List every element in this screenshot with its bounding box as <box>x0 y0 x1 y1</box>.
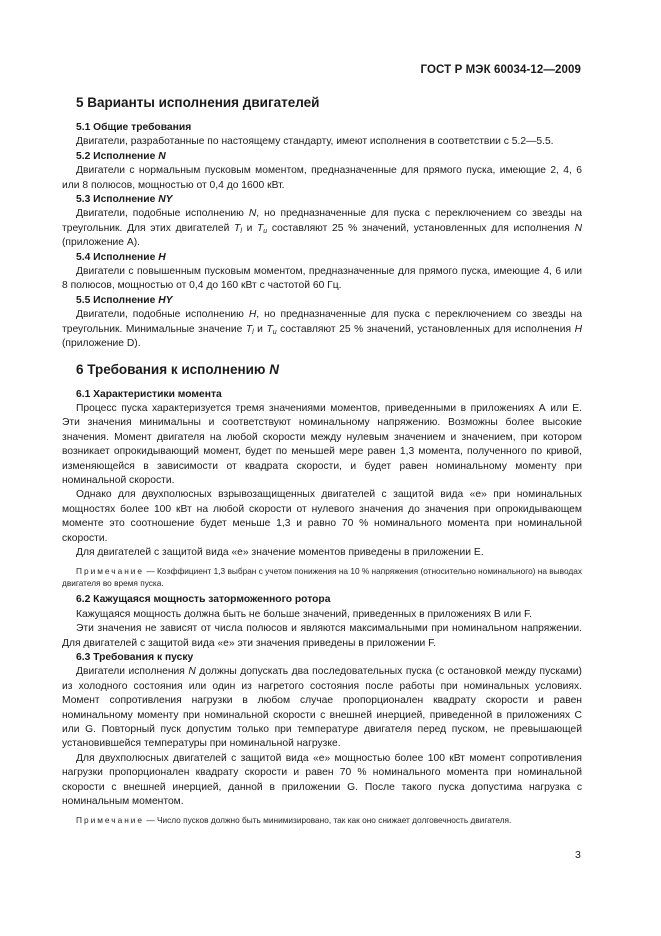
section-5-2-heading <box>62 150 582 164</box>
text-run: Двигатели исполнения <box>76 666 189 678</box>
section-6-3-note <box>62 814 582 826</box>
section-6-1-note <box>62 565 582 589</box>
symbol-subscript: u <box>263 227 268 235</box>
heading-number: 6 Требования к исполнению <box>76 361 270 377</box>
heading-variant: HY <box>158 294 173 306</box>
variant-symbol: H <box>574 323 583 335</box>
torque-symbol: T <box>245 323 253 335</box>
heading-variant: H <box>158 251 166 263</box>
note-label: Примечание <box>76 815 145 826</box>
variant-symbol: N <box>248 208 257 220</box>
section-6-title <box>76 362 582 378</box>
torque-symbol: T <box>266 323 273 335</box>
variant-symbol: H <box>248 309 257 321</box>
section-6-3-heading: 6.3 Требования к пуску <box>76 652 194 663</box>
page-number: 3 <box>575 849 581 861</box>
heading-number: 5.4 Исполнение <box>76 251 159 263</box>
variant-symbol: N <box>574 222 582 234</box>
torque-symbol: T <box>234 222 241 234</box>
section-5-1-text: Двигатели, разработанные по настоящему стандарту, имеют исполнения в соответствии с 5.2—5.5. <box>76 136 554 148</box>
symbol-subscript: u <box>272 328 277 336</box>
note-text: — Число пусков должно быть минимизировано, так как оно снижает долговечность двигателя. <box>144 815 512 826</box>
document-code: ГОСТ Р МЭК 60034-12—2009 <box>420 64 581 76</box>
section-5-3-heading <box>62 193 582 207</box>
variant-symbol: N <box>188 666 196 678</box>
text-run: Двигатели, подобные исполнению <box>76 309 249 321</box>
text-run: (приложение D). <box>62 338 141 350</box>
section-6-1-para-1: Процесс пуска характеризуется тремя значениями моментов, приведенными в приложениях А или Е. Эти значения минимальны и соответствуют номинальному напряжению. Возможны более высокие значения. Момент двигателя на любой скорости между нулевым значением и значением, при котором возникает опрокидывающий момент, будет по меньшей мере равен 1,3 момента, полученного по кривой, изменяющейся в зависимости от квадрата скорости, и будет равен номинальному моменту при номинальной скорости. <box>62 402 582 486</box>
section-6-2-heading: 6.2 Кажущаяся мощность заторможенного ротора <box>76 594 331 606</box>
section-5-1-heading: 5.1 Общие требования <box>76 122 192 133</box>
section-5-2-text: Двигатели с нормальным пусковым моментом, предназначенные для прямого пуска, имеющие 2, 4, 6 или 8 полюсов, мощностью от 0,4 до 1600 кВт. <box>62 165 582 191</box>
heading-number: 5.3 Исполнение <box>76 194 159 206</box>
section-5-4-heading <box>62 251 582 265</box>
page-content <box>62 95 582 830</box>
note-text: — Коэффициент 1,3 выбран с учетом понижения на 10 % напряжения (относительно номинального) на выводах двигателя во время пуска. <box>62 566 582 589</box>
text-run: составляют 25 % значений, установленных для исполнения <box>276 323 575 335</box>
text-run: , но предназначенные для пуска с переключением со звезды на треугольник. Для этих двигателей <box>62 208 582 234</box>
text-run: (приложение А). <box>62 237 141 249</box>
section-5-5-heading <box>62 294 582 308</box>
section-6-1-heading: 6.1 Характеристики момента <box>76 388 222 400</box>
heading-number: 5.5 Исполнение <box>76 294 159 306</box>
text-run: должны допускать два последовательных пуска (с остановкой между пусками) из холодного состояния или один из нагретого состояния после работы при номинальных условиях. Момент сопротивления нагрузки в любом случае пропорционален квадрату скорости и равен номинальному моменту при номинальной скорости с внешней инерцией, приведенной в приложениях С или G. Повторный пуск допустим только при температуре двигателя перед пуском, не превышающей установившейся температуры при номинальной нагрузке. <box>62 666 582 750</box>
text-run: , но предназначенные для пуска с переключением со звезды на треугольник. Минимальные значение <box>62 309 582 335</box>
torque-symbol: T <box>257 222 264 234</box>
text-run: и <box>253 323 267 335</box>
section-6-2-para-2: Эти значения не зависят от числа полюсов и являются максимальными при номинальном напряжении. Для двигателей с защитой вида «е» эти значения приведены в приложении F. <box>62 623 582 649</box>
section-6-3-para-1 <box>62 665 582 751</box>
text-run: составляют 25 % значений, установленных для исполнения <box>267 222 575 234</box>
section-5-4-text: Двигатели с повышенным пусковым моментом, предназначенные для прямого пуска, имеющие 4, 6 или 8 полюсов, мощностью от 0,4 до 160 кВт с частотой 60 Гц. <box>62 266 582 292</box>
section-6-3-para-2: Для двухполюсных двигателей с защитой вида «е» мощностью более 100 кВт момент сопротивления нагрузки пропорционален квадрату скорости и равен 70 % номинального момента при номинальной скорости с внешней инерцией, данной в приложении G. После такого пуска допустима нагрузка с номинальным моментом. <box>62 752 582 808</box>
note-label: Примечание <box>76 566 145 577</box>
section-6-2-para-1: Кажущаяся мощность должна быть не больше значений, приведенных в приложениях В или F. <box>76 608 533 620</box>
symbol-subscript: l <box>240 227 242 235</box>
heading-variant: N <box>269 361 279 377</box>
heading-number: 5.2 Исполнение <box>76 150 159 162</box>
section-5-title: 5 Варианты исполнения двигателей <box>76 95 320 110</box>
text-run: и <box>241 222 257 234</box>
heading-variant: NY <box>158 194 173 206</box>
section-5-5-text <box>62 308 582 351</box>
section-6-1-para-2: Однако для двухполюсных взрывозащищенных двигателей с защитой вида «е» при номинальных мощностях более 100 кВт на любой скорости от нулевого значения до значения при опрокидывающем моменте это соотношение будет меньше 1,3 и равно 70 % номинального момента при номинальной скорости. <box>62 489 582 544</box>
section-6-1-para-3: Для двигателей с защитой вида «е» значение моментов приведены в приложении Е. <box>76 546 484 558</box>
section-5-3-text <box>62 207 582 250</box>
symbol-subscript: l <box>252 328 254 336</box>
text-run: Двигатели, подобные исполнению <box>76 208 249 220</box>
heading-variant: N <box>158 150 166 162</box>
